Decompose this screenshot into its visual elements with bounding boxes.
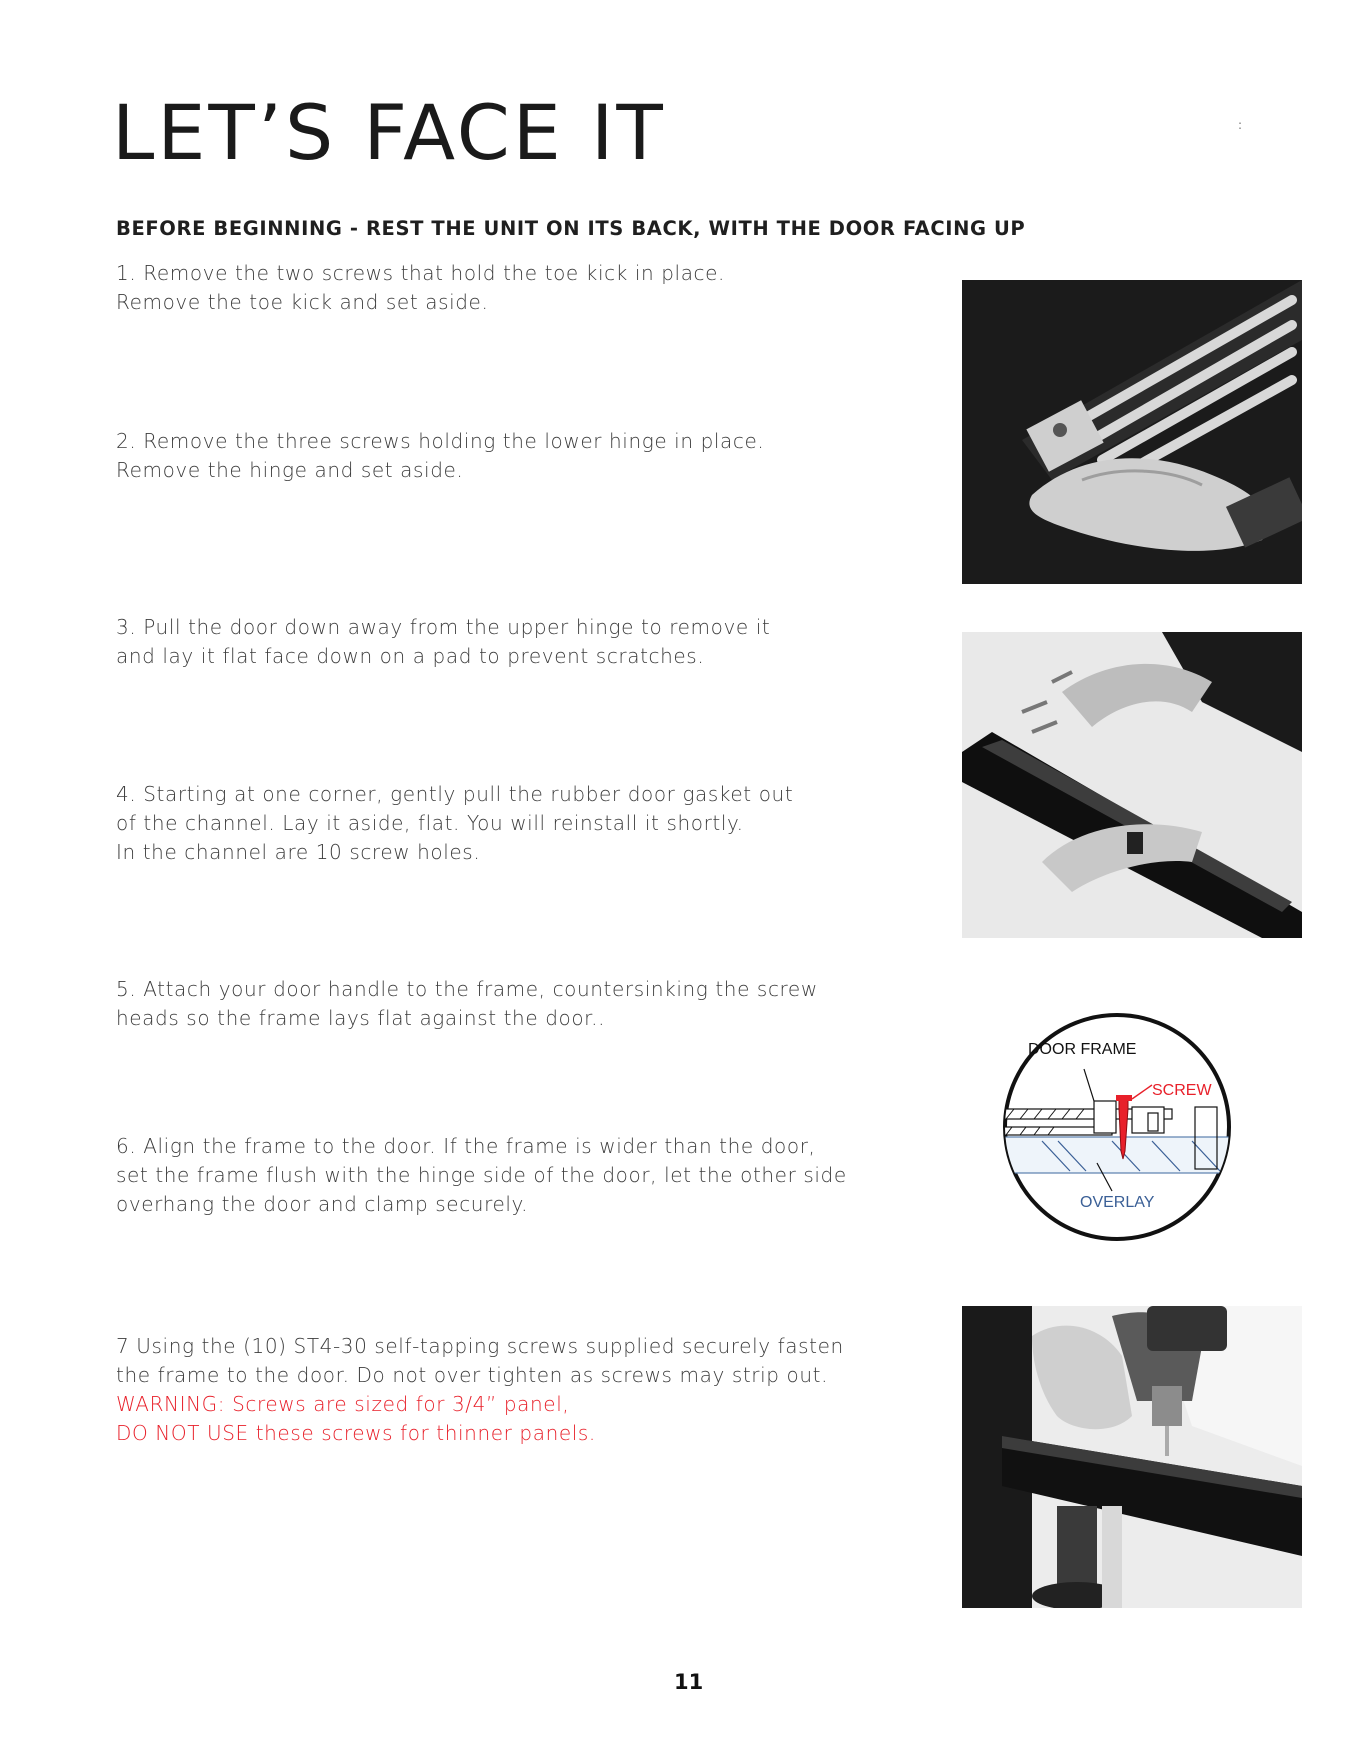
gasket-removal-photo	[962, 632, 1302, 938]
step-5-line-1: 5. Attach your door handle to the frame, countersinking the screw	[116, 977, 818, 1001]
step-4-line-3: In the channel are 10 screw holes.	[116, 840, 481, 864]
step-2-line-2: Remove the hinge and set aside.	[116, 458, 464, 482]
step-1-line-2: Remove the toe kick and set aside.	[116, 290, 489, 314]
step-4	[116, 780, 793, 867]
step-6-line-2: set the frame flush with the hinge side of the door, let the other side	[116, 1163, 847, 1187]
step-5	[116, 975, 818, 1033]
step-7-line-1: 7 Using the (10) ST4-30 self-tapping screws supplied securely fasten	[116, 1334, 844, 1358]
step-6-line-1: 6. Align the frame to the door. If the frame is wider than the door,	[116, 1134, 816, 1158]
step-3-line-2: and lay it flat face down on a pad to prevent scratches.	[116, 644, 705, 668]
step-1-line-1: 1. Remove the two screws that hold the toe kick in place.	[116, 261, 726, 285]
overlay-label: OVERLAY	[1080, 1194, 1155, 1211]
page-number: 11	[674, 1670, 704, 1694]
door-frame-diagram	[1002, 1011, 1232, 1243]
step-6-line-3: overhang the door and clamp securely.	[116, 1192, 529, 1216]
step-2-line-1: 2. Remove the three screws holding the lower hinge in place.	[116, 429, 765, 453]
step-3	[116, 613, 770, 671]
section-subtitle: BEFORE BEGINNING - REST THE UNIT ON ITS BACK, WITH THE DOOR FACING UP	[116, 217, 1026, 240]
screw-label: SCREW	[1152, 1082, 1212, 1099]
step-5-line-2: heads so the frame lays flat against the door..	[116, 1006, 606, 1030]
page-title: LET’S FACE IT	[112, 88, 666, 177]
step-7-line-2: the frame to the door. Do not over tighten as screws may strip out.	[116, 1363, 829, 1387]
door-frame-label: DOOR FRAME	[1028, 1041, 1137, 1058]
corner-mark: :	[1238, 118, 1243, 132]
step-2	[116, 427, 764, 485]
step-3-line-1: 3. Pull the door down away from the upper hinge to remove it	[116, 615, 771, 639]
hinge-removal-photo	[962, 280, 1302, 584]
warning-line-2: DO NOT USE these screws for thinner panels.	[116, 1421, 596, 1445]
drilling-screws-photo	[962, 1306, 1302, 1608]
step-1	[116, 259, 725, 317]
step-4-line-2: of the channel. Lay it aside, flat. You will reinstall it shortly.	[116, 811, 744, 835]
warning-line-1: WARNING: Screws are sized for 3/4” panel,	[116, 1392, 570, 1416]
step-4-line-1: 4. Starting at one corner, gently pull the rubber door gasket out	[116, 782, 794, 806]
step-7	[116, 1332, 844, 1448]
step-6	[116, 1132, 847, 1219]
